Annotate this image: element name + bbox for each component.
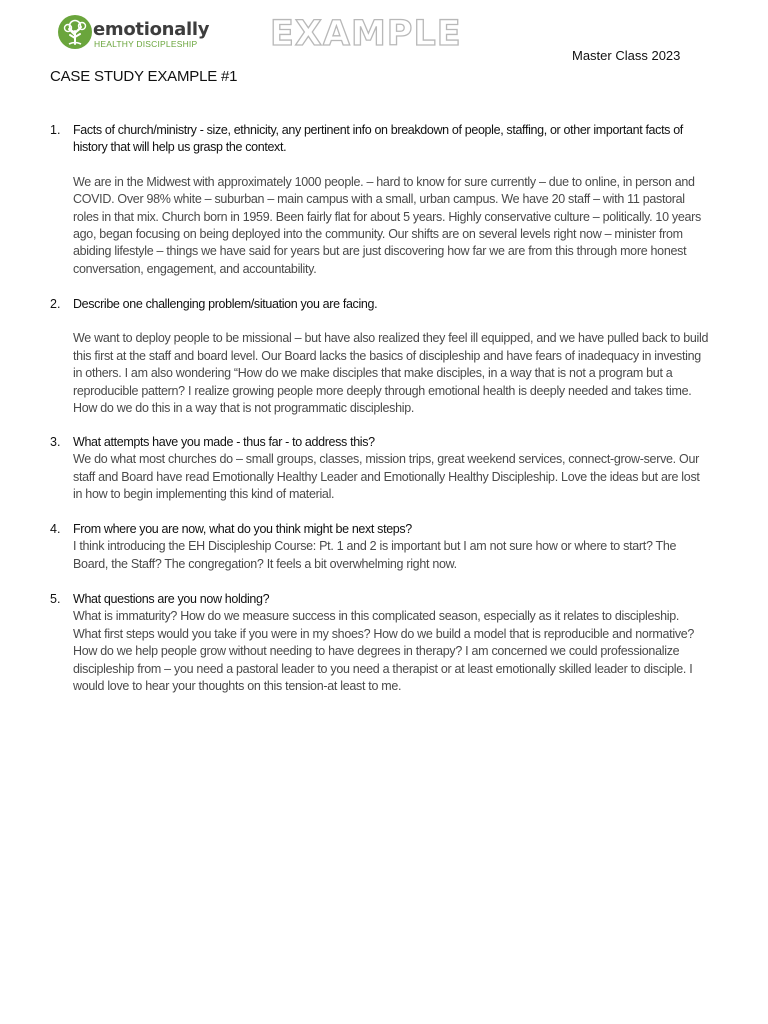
- section-question-text: Describe one challenging problem/situation you are facing: [73, 297, 375, 311]
- example-watermark: EXAMPLE: [270, 14, 462, 54]
- case-section-1: [50, 122, 710, 278]
- tree-logo-icon: [57, 14, 93, 50]
- section-answer: I think introducing the EH Discipleship Course: Pt. 1 and 2 is important but I am not sure how or where to start? The Board, the Staff? The congregation? It feels a bit overwhelming right now.: [73, 539, 677, 571]
- case-section-5: [50, 591, 710, 695]
- case-section-4: [50, 521, 710, 573]
- section-question: What attempts have you made - thus far - to address this?: [73, 435, 375, 449]
- section-answer: What is immaturity? How do we measure success in this complicated season, especially as it relates to discipleship. What first steps would you take if you were in my shoes? How do we build a model that is reproducible and normative? How do we help people grow without needing to have degrees in therapy? I am concerned we could professionalize discipleship from – you need a pastoral leader to you need a therapist or at least emotionally skilled leader to disciple. I would love to hear your thoughts on this tension-at least to me.: [73, 609, 695, 694]
- section-number: 3.: [50, 435, 61, 449]
- section-question: From where you are now, what do you think might be next steps?: [73, 522, 412, 536]
- section-number: 1.: [50, 123, 61, 137]
- section-answer: We want to deploy people to be missional – but have also realized they feel ill equipped, and we have pulled back to build this first at the staff and board level. Our Board lacks the basics of discipleship and have fears of inadequacy in investing in others. I am also wondering “How do we make disciples that make disciples, in a way that is not a program but a reproducible pattern? I realize growing people more deeply through emotional health is deeply needed and takes time. How do we do this in a way that is not programmatic discipleship.: [73, 331, 709, 416]
- section-number: 2.: [50, 297, 61, 311]
- section-question: Facts of church/ministry - size, ethnicity, any pertinent info on breakdown of people, staffing, or other important facts of history that will help us grasp the context.: [73, 123, 683, 155]
- section-answer: We are in the Midwest with approximately 1000 people. – hard to know for sure currently – due to online, in person and COVID. Over 98% white – suburban – main campus with a small, urban campus. We have 20 staff – with 11 pastoral roles in that mix. Church born in 1959. Been fairly flat for about 5 years. Highly conservative culture – politically. 10 years ago, began focusing on being deployed into the community. Our shifts are on several levels right now – minister from abiding lifestyle – things we have said for years but are just discovering how far we are from this through more honest conversation, engagement, and accountability.: [73, 174, 701, 276]
- logo: [57, 14, 210, 54]
- section-number: 5.: [50, 592, 61, 606]
- section-question: What questions are you now holding?: [73, 592, 270, 606]
- page-title: CASE STUDY EXAMPLE #1: [50, 68, 238, 85]
- section-number: 4.: [50, 522, 61, 536]
- section-question-suffix: .: [374, 297, 378, 311]
- logo-wordmark: emotionally: [93, 19, 210, 40]
- master-class-label: Master Class 2023: [572, 48, 681, 63]
- section-answer: We do what most churches do – small groups, classes, mission trips, great weekend services, connect-grow-serve. Our staff and Board have read Emotionally Healthy Leader and Emotionally Healthy Discipleship. Love the ideas but are lost in how to begin implementing this kind of material.: [73, 452, 700, 502]
- logo-tagline: HEALTHY DISCIPLESHIP: [94, 39, 198, 49]
- case-section-3: [50, 434, 710, 504]
- case-section-2: [50, 296, 710, 417]
- section-question: [73, 296, 710, 313]
